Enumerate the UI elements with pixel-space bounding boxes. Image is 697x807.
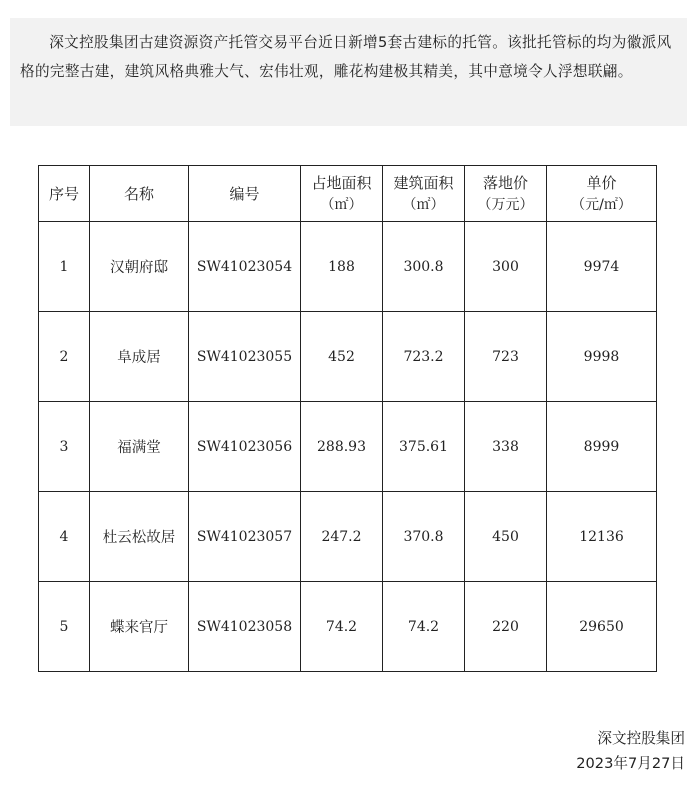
cell-seq: 3	[39, 402, 90, 492]
header-land-area-unit: （㎡）	[320, 196, 363, 213]
header-build-area-unit: （㎡）	[402, 196, 445, 213]
cell-land-area: 247.2	[301, 492, 383, 582]
signature-block	[576, 726, 685, 776]
cell-code: SW41023054	[189, 222, 301, 312]
table-row	[39, 582, 657, 672]
header-code: 编号	[189, 166, 301, 222]
cell-land-area: 74.2	[301, 582, 383, 672]
header-unit-price-unit: （元/㎡）	[571, 196, 632, 213]
header-name: 名称	[90, 166, 189, 222]
table-header-row	[39, 166, 657, 222]
cell-price: 723	[465, 312, 547, 402]
header-land-area: 占地面积 （㎡）	[301, 166, 383, 222]
header-seq: 序号	[39, 166, 90, 222]
header-build-area: 建筑面积 （㎡）	[383, 166, 465, 222]
cell-code: SW41023058	[189, 582, 301, 672]
cell-build-area: 723.2	[383, 312, 465, 402]
signature-date: 2023年7月27日	[576, 755, 685, 772]
signature-org: 深文控股集团	[597, 730, 685, 747]
cell-name: 汉朝府邸	[90, 222, 189, 312]
cell-build-area: 74.2	[383, 582, 465, 672]
cell-build-area: 375.61	[383, 402, 465, 492]
cell-unit-price: 9998	[547, 312, 657, 402]
table-row	[39, 312, 657, 402]
heritage-listing-table	[38, 165, 657, 672]
cell-unit-price: 29650	[547, 582, 657, 672]
cell-build-area: 370.8	[383, 492, 465, 582]
cell-seq: 5	[39, 582, 90, 672]
cell-build-area: 300.8	[383, 222, 465, 312]
cell-land-area: 452	[301, 312, 383, 402]
cell-code: SW41023056	[189, 402, 301, 492]
cell-name: 蝶来官厅	[90, 582, 189, 672]
header-unit-price: 单价 （元/㎡）	[547, 166, 657, 222]
cell-land-area: 288.93	[301, 402, 383, 492]
cell-price: 220	[465, 582, 547, 672]
cell-seq: 2	[39, 312, 90, 402]
table-row	[39, 222, 657, 312]
cell-unit-price: 12136	[547, 492, 657, 582]
cell-price: 338	[465, 402, 547, 492]
cell-unit-price: 9974	[547, 222, 657, 312]
cell-price: 300	[465, 222, 547, 312]
cell-code: SW41023055	[189, 312, 301, 402]
cell-code: SW41023057	[189, 492, 301, 582]
cell-seq: 1	[39, 222, 90, 312]
cell-name: 阜成居	[90, 312, 189, 402]
cell-price: 450	[465, 492, 547, 582]
cell-seq: 4	[39, 492, 90, 582]
intro-box	[10, 18, 687, 126]
cell-unit-price: 8999	[547, 402, 657, 492]
cell-name: 杜云松故居	[90, 492, 189, 582]
table-row	[39, 402, 657, 492]
header-price-unit: （万元）	[477, 196, 534, 213]
header-price: 落地价 （万元）	[465, 166, 547, 222]
cell-land-area: 188	[301, 222, 383, 312]
table-row	[39, 492, 657, 582]
cell-name: 福满堂	[90, 402, 189, 492]
intro-text: 深文控股集团古建资源资产托管交易平台近日新增5套古建标的托管。该批托管标的均为徽派风格的完整古建，建筑风格典雅大气、宏伟壮观，雕花构建极其精美，其中意境令人浮想联翩。	[20, 34, 672, 80]
